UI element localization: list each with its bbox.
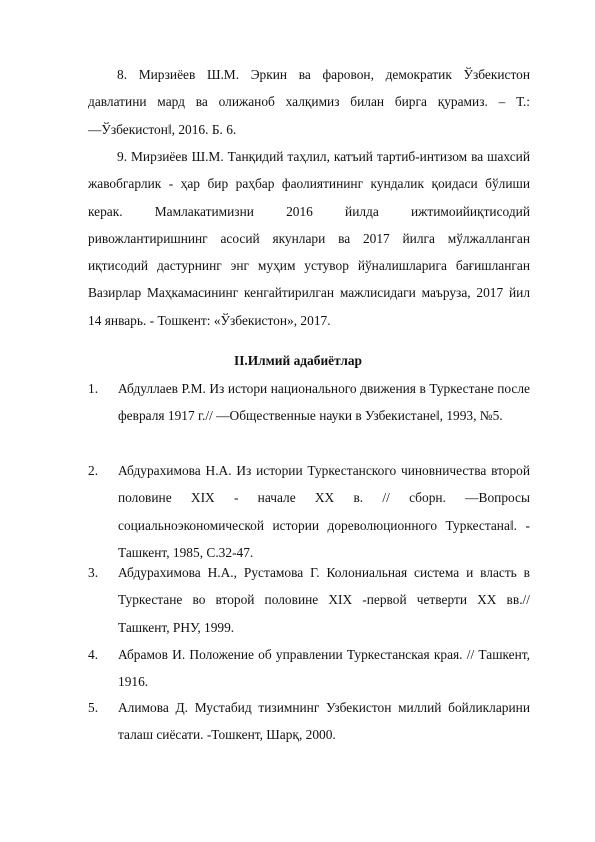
- reference-text: Абдурахимова Н.А., Рустамова Г. Колониальная система и власть в Туркестане во второй половине XIX -первой четверти XX вв.// Ташкент, РНУ, 1999.: [118, 565, 530, 635]
- reference-text: Абрамов И. Положение об управлении Туркестанская края. // Ташкент, 1916.: [118, 647, 530, 690]
- reference-number: 1.: [88, 381, 99, 396]
- reference-number: 4.: [88, 647, 99, 662]
- source-entry-9: 9. Мирзиёев Ш.М. Танқидий таҳлил, катъий тартиб-интизом ва шахсий жавобгарлик - ҳар бир раҳбар фаолиятининг кундалик қоидаси бўлиши керак. Мамлакатимизни 2016 йилда ижтимоийиқтисодий ривожлантиришнинг асосий якунлари ва 2017 йилга мўлжалланган иқтисодий дастурнинг энг муҳим устувор йўналишларига бағишланган Вазирлар Маҳкамасининг кенгайтирилган мажлисидаги маъруза, 2017 йил 14 январь. - Тошкент: «Ўзбекистон», 2017.: [88, 149, 530, 328]
- reference-number: 2.: [88, 463, 99, 478]
- reference-text: Абдурахимова Н.А. Из истории Туркестанского чиновничества второй половинe XIX - начале XX в. // сборн. ―Вопросы социальноэкономической истории дореволюционного Туркестана‖. - Ташкент, 1985, С.32-47.: [118, 463, 530, 560]
- section-title: II.Илмий адабиётлар: [233, 353, 362, 368]
- reference-number: 3.: [88, 565, 99, 580]
- reference-text: Абдуллаев Р.М. Из истори национального движения в Туркестане после февраля 1917 г.// ―Общественные науки в Узбекистане‖, 1993, №5.: [118, 381, 530, 424]
- reference-text: Алимова Д. Мустабид тизимнинг Узбекистон миллий бойликларини талаш сиёсати. -Тошкент, Шарқ, 2000.: [118, 700, 530, 743]
- reference-number: 5.: [88, 700, 99, 715]
- source-entry-8: 8. Мирзиёев Ш.М. Эркин ва фаровон, демократик Ўзбекистон давлатини мард ва олижаноб халқимиз билан бирга қурамиз. – Т.: ―Ўзбекистон‖, 2016. Б. 6.: [88, 67, 530, 137]
